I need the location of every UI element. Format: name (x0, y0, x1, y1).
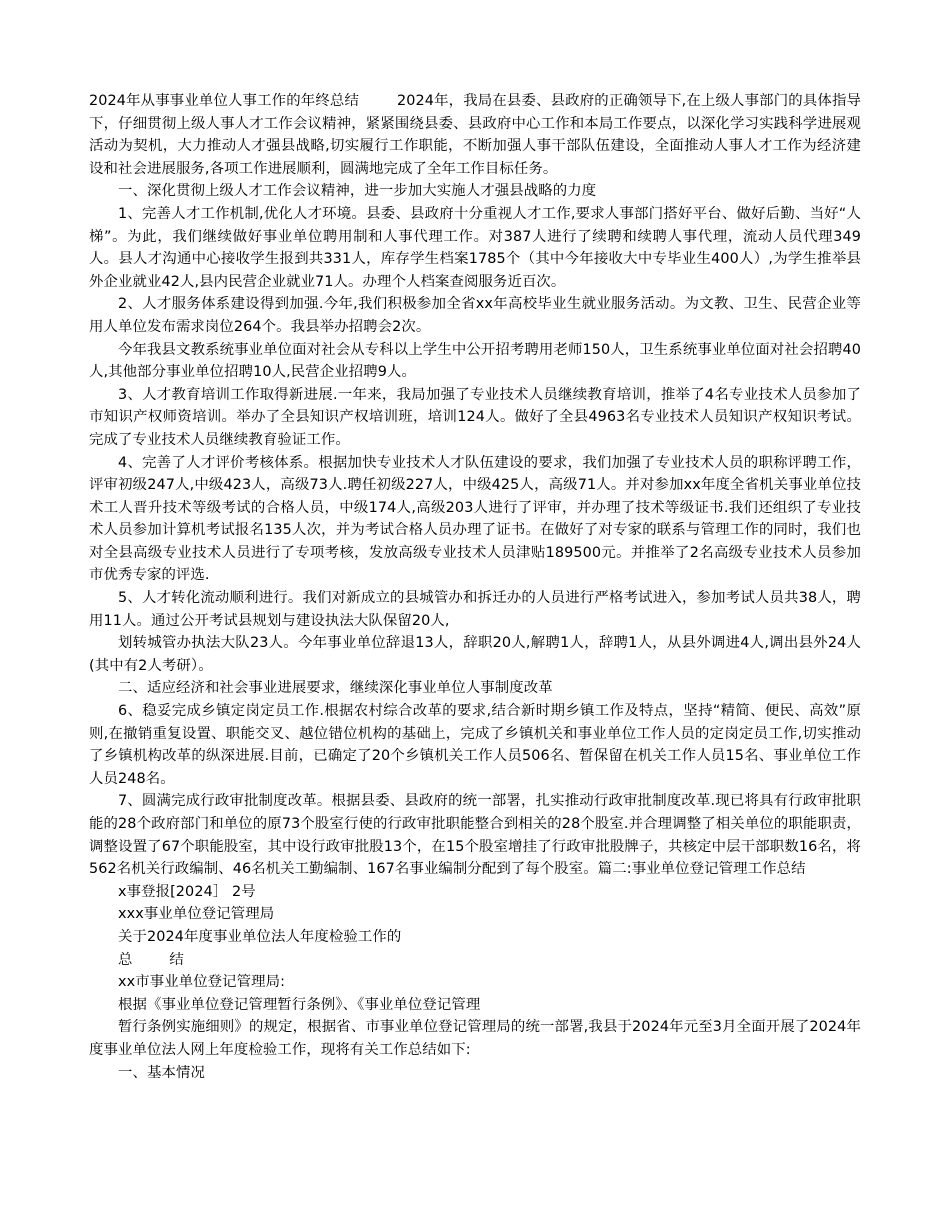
basis-line-1: 根据《事业单位登记管理暂行条例》、《事业单位登记管理 (118, 996, 481, 1013)
issuer: xxx事业单位登记管理局 (118, 906, 275, 923)
section-heading-2: 二、适应经济和社会事业进展要求，继续深化事业单位人事制度改革 (118, 680, 553, 697)
recipient: xx市事业单位登记管理局: (118, 974, 286, 991)
paragraph-item-2: 2、人才服务体系建设得到加强.今年,我们积极参加全省xx年高校毕业生就业服务活动。为文教、卫生、民营企业等用人单位发布需求岗位264个。我县举办招聘会2次。 (89, 296, 861, 335)
document-title: 2024年从事事业单位人事工作的年终总结 (89, 93, 360, 109)
doc-number: x事登报[2024］ 2号 (118, 883, 256, 900)
subject-line-2: 总 结 (118, 951, 190, 968)
paragraph-item-5: 5、人才转化流动顺利进行。我们对新成立的县城管办和拆迁办的人员进行严格考试进入，参加考试人员共38人，聘用11人。通过公开考试县规划与建设执法大队保留20人, (89, 590, 861, 629)
paragraph-item-4: 4、完善了人才评价考核体系。根据加快专业技术人才队伍建设的要求，我们加强了专业技术人员的职称评聘工作，评审初级247人,中级423人，高级73人.聘任初级227人，中级425人，高级71人。并对参加xx年度全省机关事业单位技术工人晋升技术等级考试的合格人员，中级174人,高级203人进行了评审，并办理了技术等级证书.我们还组织了专业技术人员参加计算机考试报名135人次，并为考试合格人员办理了证书。在做好了对专家的联系与管理工作的同时，我们也对全县高级专业技术人员进行了专项考核，发放高级专业技术人员津贴189500元。并推举了2名高级专业技术人员参加市优秀专家的评选. (89, 454, 861, 584)
paragraph-item-1: 1、完善人才工作机制,优化人才环境。县委、县政府十分重视人才工作,要求人事部门搭好平台、做好后勤、当好“人梯”。为此，我们继续做好事业单位聘用制和人事代理工作。对387人进行了续聘和续聘人事代理，流动人员代理349人。县人才沟通中心接收学生报到共331人，库存学生档案1785个（其中今年接收大中专毕业生400人）,为学生推举县外企业就业42人,县内民营企业就业71人。办理个人档案查阅服务近百次。 (89, 205, 861, 290)
paragraph-transfer: 划转城管办执法大队23人。今年事业单位辞退13人，辞职20人,解聘1人，辞聘1人，从县外调进4人,调出县外24人(其中有2人考研）。 (89, 635, 861, 674)
subject-line-1: 关于2024年度事业单位法人年度检验工作的 (118, 928, 402, 945)
paragraph-recruitment: 今年我县文教系统事业单位面对社会从专科以上学生中公开招考聘用老师150人，卫生系统事业单位面对社会招聘40人,其他部分事业单位招聘10人,民营企业招聘9人。 (89, 341, 861, 381)
document-body (89, 90, 861, 1084)
intro-paragraph (89, 90, 861, 180)
section-heading-1: 一、深化贯彻上级人才工作会议精神，进一步加大实施人才强县战略的力度 (118, 183, 597, 200)
paragraph-item-3: 3、人才教育培训工作取得新进展.一年来，我局加强了专业技术人员继续教育培训，推举了4名专业技术人员参加了市知识产权师资培训。举办了全县知识产权培训班，培训124人。做好了全县4963名专业技术人员知识产权知识考试。完成了专业技术人员继续教育验证工作。 (89, 386, 861, 448)
intro-text: 2024年，我局在县委、县政府的正确领导下,在上级人事部门的具体指导下，仔细贯彻上级人事人才工作会议精神，紧紧围绕县委、县政府中心工作和本局工作要点，以深化学习实践科学进展观活动为契机，大力推动人才强县战略,切实履行工作职能，不断加强人事干部队伍建设，全面推动人事人才工作为经济建设和社会进展服务,各项工作进展顺利，圆满地完成了全年工作目标任务。 (89, 93, 861, 177)
basis-line-2: 暂行条例实施细则》的规定，根据省、市事业单位登记管理局的统一部署,我县于2024年元至3月全面开展了2024年度事业单位法人网上年度检验工作，现将有关工作总结如下: (89, 1019, 861, 1058)
paragraph-item-7: 7、圆满完成行政审批制度改革。根据县委、县政府的统一部署，扎实推动行政审批制度改革.现已将具有行政审批职能的28个政府部门和单位的原73个股室行使的行政审批职能整合到相关的28个股室.并合理调整了相关单位的职能职责，调整设置了67个职能股室，其中设行政审批股13个，在15个股室增挂了行政审批股牌子，共核定中层干部职数16名，将562名机关行政编制、46名机关工勤编制、167名事业编制分配到了每个股室。篇二:事业单位登记管理工作总结 (89, 793, 861, 878)
paragraph-item-6: 6、稳妥完成乡镇定岗定员工作.根据农村综合改革的要求,结合新时期乡镇工作及特点，坚持“精简、便民、高效”原则,在撤销重复设置、职能交叉、越位错位机构的基础上，完成了乡镇机关和事业单位工作人员的定岗定员工作,切实推动了乡镇机构改革的纵深进展.目前，已确定了20个乡镇机关工作人员506名、暂保留在机关工作人员15名、事业单位工作人员248名。 (89, 703, 861, 787)
section-heading-basic: 一、基本情况 (118, 1064, 205, 1081)
